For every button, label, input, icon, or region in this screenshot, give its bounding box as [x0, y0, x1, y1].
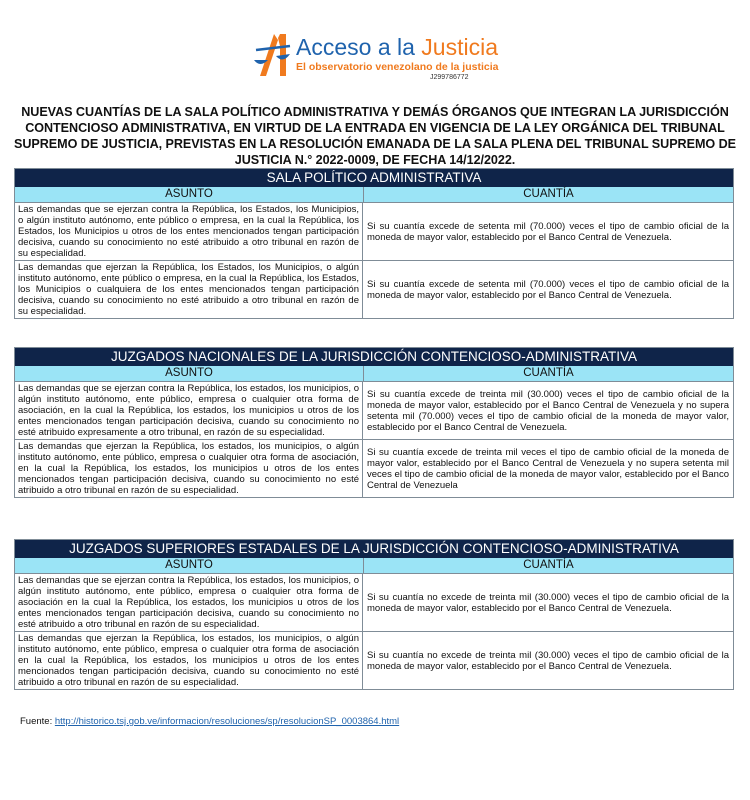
column-headers — [15, 558, 733, 574]
column-header-asunto: ASUNTO — [15, 366, 364, 381]
cuantia-cell — [363, 632, 733, 689]
column-header-cuantia: CUANTÍA — [523, 367, 574, 379]
asunto-cell: Las demandas que ejerzan la República, los Estados, los Municipios, o algún instituto autónomo, ente público o empresa, en la cual la República, los Estados, los Municipios o cualquiera de los entes mencionados tengan participación decisiva, cuando su conocimiento no esté atribuido a otro tribunal en razón de su especialidad. — [15, 261, 363, 318]
scale-of-justice-icon — [252, 32, 292, 78]
cuantia-cell — [363, 382, 733, 439]
cuantia-text: Si su cuantía no excede de treinta mil (30.000) veces el tipo de cambio oficial de la moneda de mayor valor, establecido por el Banco Central de Venezuela. — [367, 649, 729, 672]
source-label: Fuente: — [20, 716, 53, 727]
asunto-cell: Las demandas que se ejerzan contra la República, los estados, los municipios, o algún instituto autónomo, ente público, empresa o cualquier otra forma de asociación, en la cual la República, los estados, los municipios u otros de los entes mencionados tengan participación decisiva, cuando su conocimiento no esté atribuido expresamente a otro tribunal, en razón de su especialidad. — [15, 382, 363, 439]
column-header-cuantia: CUANTÍA — [523, 188, 574, 200]
logo — [252, 30, 502, 94]
section-heading: JUZGADOS SUPERIORES ESTADALES DE LA JURISDICCIÓN CONTENCIOSO-ADMINISTRATIVA — [15, 540, 733, 558]
section-heading: SALA POLÍTICO ADMINISTRATIVA — [15, 169, 733, 187]
column-header-asunto: ASUNTO — [15, 187, 364, 202]
cuantia-cell — [363, 574, 733, 631]
table-row — [15, 382, 733, 440]
table-row — [15, 632, 733, 689]
logo-tagline: El observatorio venezolano de la justicia — [296, 61, 499, 73]
asunto-cell: Las demandas que se ejerzan contra la República, los Estados, los Municipios, o algún instituto autónomo, ente público o empresa, en la cual la República, los Estados, los Municipios u otros de los entes mencionados tengan participación decisiva, cuando su conocimiento no esté atribuido a otro tribunal en razón de su especialidad. — [15, 203, 363, 260]
cuantia-cell — [363, 261, 733, 318]
section-sala-politico-administrativa — [14, 168, 734, 319]
cuantia-text: Si su cuantía no excede de treinta mil (30.000) veces el tipo de cambio oficial de la moneda de mayor valor, establecido por el Banco Central de Venezuela. — [367, 591, 729, 614]
column-header-asunto: ASUNTO — [15, 558, 364, 573]
table-row — [15, 440, 733, 497]
section-juzgados-superiores-estadales — [14, 539, 734, 690]
asunto-cell: Las demandas que ejerzan la República, los estados, los municipios, o algún instituto autónomo, ente público, empresa o cualquier otra forma de asociación, en la cual la República, los estados, los municipios u otros de los entes mencionados tengan participación decisiva, cuando su conocimiento no esté atribuido a otro tribunal en razón de su especialidad. — [15, 440, 363, 497]
asunto-cell: Las demandas que se ejerzan contra la República, los estados, los municipios, o algún instituto autónomo, ente público, empresa o cualquier otra forma de asociación en la cual la República, los estados, los municipios u otros de los entes mencionados tengan participación decisiva, cuando su conocimiento no esté atribuido a otro tribunal en razón de su especialidad. — [15, 574, 363, 631]
cuantia-cell — [363, 440, 733, 497]
table-row — [15, 203, 733, 261]
cuantia-text: Si su cuantía excede de setenta mil (70.000) veces el tipo de cambio oficial de la moneda de mayor valor, establecido por el Banco Central de Venezuela. — [367, 278, 729, 301]
column-headers — [15, 187, 733, 203]
asunto-cell: Las demandas que ejerzan la República, los estados, los municipios, o algún instituto autónomo, ente público, empresa o cualquier otra forma de asociación en la cual la República, los estados, los municipios u otros de los entes mencionados tengan participación decisiva, cuando su conocimiento no esté atribuido a otro tribunal en razón de su especialidad. — [15, 632, 363, 689]
section-heading: JUZGADOS NACIONALES DE LA JURISDICCIÓN CONTENCIOSO-ADMINISTRATIVA — [15, 348, 733, 366]
logo-rif: J299786772 — [430, 74, 469, 81]
cuantia-text: Si su cuantía excede de setenta mil (70.000) veces el tipo de cambio oficial de la moneda de mayor valor, establecido por el Banco Central de Venezuela. — [367, 220, 729, 243]
cuantia-cell — [363, 203, 733, 260]
document-title: NUEVAS CUANTÍAS DE LA SALA POLÍTICO ADMINISTRATIVA Y DEMÁS ÓRGANOS QUE INTEGRAN LA JURISDICCIÓN CONTENCIOSO ADMINISTRATIVA, EN VIRTUD DE LA ENTRADA EN VIGENCIA DE LA LEY ORGÁNICA DEL TRIBUNAL SUPREMO DE JUSTICIA, PREVISTAS EN LA RESOLUCIÓN EMANADA DE LA SALA PLENA DEL TRIBUNAL SUPREMO DE JUSTICIA N.° 2022-0009, DE FECHA 14/12/2022. — [14, 105, 736, 167]
source-link[interactable]: http://historico.tsj.gob.ve/informacion/resoluciones/sp/resolucionSP_0003864.html — [54, 716, 400, 727]
table-row — [15, 261, 733, 318]
cuantia-text: Si su cuantía excede de treinta mil (30.000) veces el tipo de cambio oficial de la moneda de mayor valor, establecido por el Banco Central de Venezuela y no supera setenta mil (70.000) veces el tipo de cambio oficial de la moneda de mayor valor, establecido por el Banco Central de Venezuela. — [367, 388, 729, 433]
table-row — [15, 574, 733, 632]
column-header-cuantia: CUANTÍA — [523, 559, 574, 571]
cuantia-text: Si su cuantía excede de treinta mil veces el tipo de cambio oficial de la moneda de mayor valor, establecido por el Banco Central de Venezuela y no supera setenta mil veces el tipo de cambio oficial de la moneda de mayor valor, establecido por el Banco Central de Venezuela — [367, 446, 729, 491]
logo-wordmark: Acceso a la Justicia — [296, 34, 498, 60]
column-headers — [15, 366, 733, 382]
section-juzgados-nacionales — [14, 347, 734, 498]
source-footnote — [20, 716, 399, 727]
